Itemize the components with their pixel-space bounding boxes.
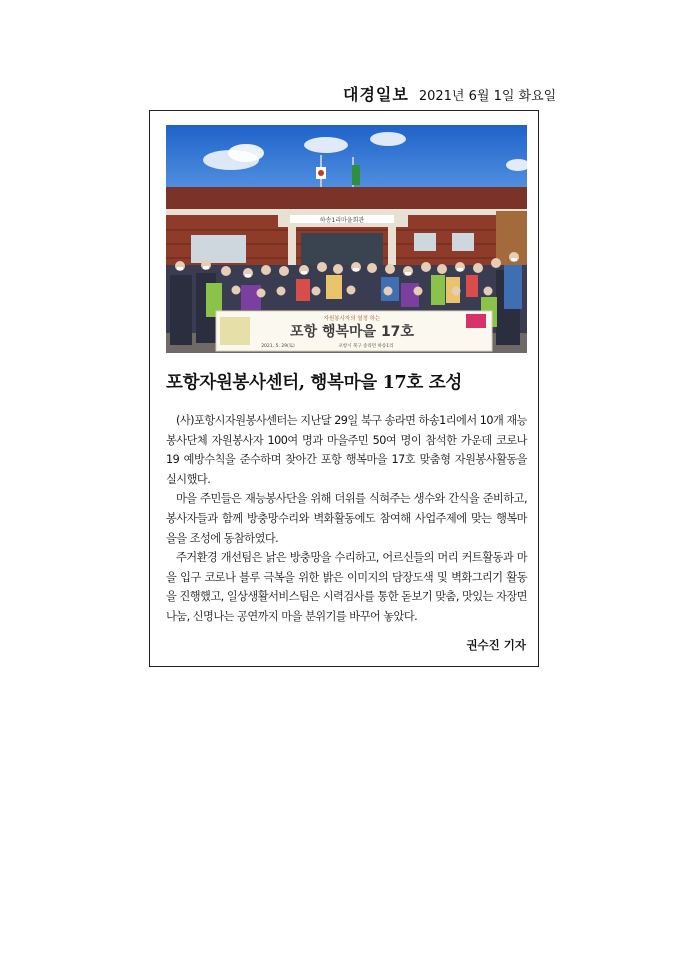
article-paragraph-3: 주거환경 개선팀은 낡은 방충망을 수리하고, 어르신들의 머리 커트활동과 마을 입구 코로나 블루 극복을 위한 밝은 이미지의 담장도색 및 벽화그리기 활동을 진행했고, 일상생활서비스팀은 시력검사를 통한 돋보기 맞춤, 맛있는 자장면 나눔, 신명나는 공연까지 마을 분위기를 바꾸어 놓았다. (166, 551, 527, 623)
article-byline: 권수진 기자 (466, 638, 526, 652)
banner-tagline: 자원봉사자의 열정 하는 (323, 316, 381, 322)
masthead (343, 82, 556, 105)
group-photo-image (166, 125, 527, 353)
banner-title: 포항 행복마을 17호 (290, 324, 414, 340)
article-body (166, 411, 527, 627)
banner-date: 2021. 5. 29(토) (261, 344, 295, 349)
building-sign: 하송1리마을회관 (319, 217, 365, 224)
article-photo (166, 125, 527, 353)
publication-date: 2021년 6월 1일 화요일 (418, 89, 557, 104)
article-paragraph-1: (사)포항시자원봉사센터는 지난달 29일 북구 송라면 하송1리에서 10개 재능봉사단체 자원봉사자 100여 명과 마을주민 50여 명이 참석한 가운데 코로나19 예방수칙을 준수하며 찾아간 포항 행복마을 17호 맞춤형 자원봉사활동을 실시했다. (166, 414, 527, 486)
newspaper-name: 대경일보 (343, 85, 409, 104)
article-headline: 포항자원봉사센터, 행복마을 17호 조성 (166, 373, 462, 393)
article-paragraph-2: 마을 주민들은 재능봉사단을 위해 더위를 식혀주는 생수와 간식을 준비하고, 봉사자들과 함께 방충망수리와 벽화활동에도 참여해 사업주제에 맞는 행복마을을 조성에 동참하였다. (166, 492, 527, 545)
article-clipping (149, 110, 539, 667)
banner-place: 포항시 북구 송라면 하송1리 (338, 344, 394, 349)
